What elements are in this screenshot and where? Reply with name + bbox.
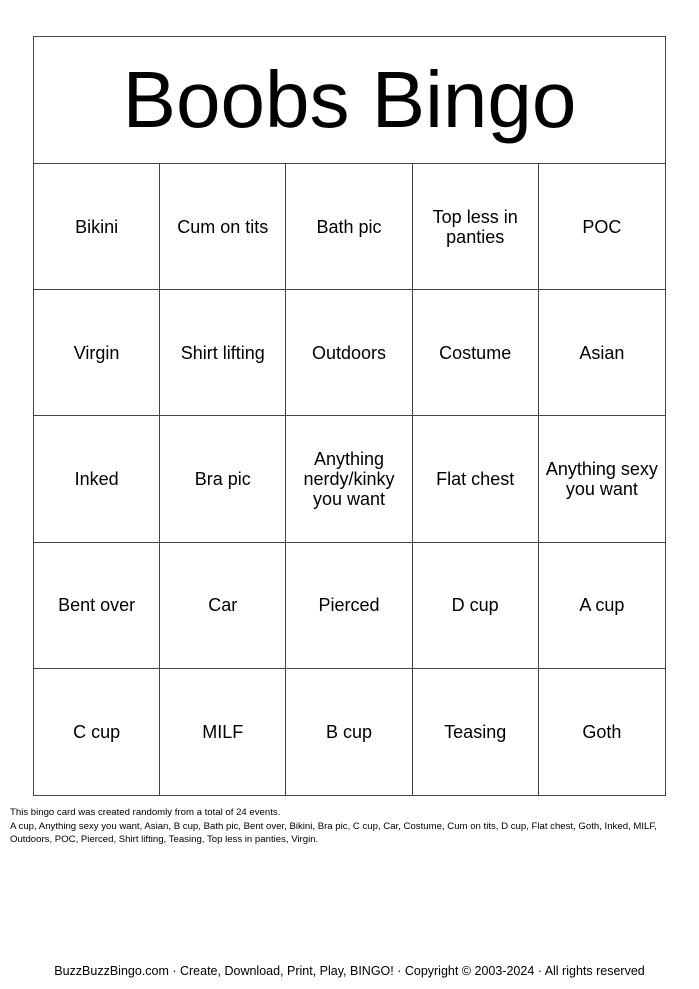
bingo-cell: Flat chest	[413, 416, 539, 542]
bingo-cell: Inked	[34, 416, 160, 542]
bingo-grid	[34, 164, 665, 795]
bingo-cell: Asian	[539, 290, 665, 416]
bingo-cell: Bikini	[34, 164, 160, 290]
card-title: Boobs Bingo	[122, 55, 577, 144]
bingo-cell: Shirt lifting	[160, 290, 286, 416]
site-footer: BuzzBuzzBingo.com · Create, Download, Print, Play, BINGO! · Copyright © 2003-2024 · All rights reserved	[54, 964, 645, 978]
bingo-cell: Outdoors	[286, 290, 412, 416]
bingo-cell: C cup	[34, 669, 160, 795]
bingo-cell: Car	[160, 543, 286, 669]
bingo-card	[33, 36, 666, 796]
bingo-cell: Cum on tits	[160, 164, 286, 290]
bingo-cell: A cup	[539, 543, 665, 669]
bingo-cell: B cup	[286, 669, 412, 795]
event-list: A cup, Anything sexy you want, Asian, B cup, Bath pic, Bent over, Bikini, Bra pic, C cup, Car, Costume, Cum on tits, D cup, Flat chest, Goth, Inked, MILF, Outdoors, POC, Pierced, Shirt lifting, Teasing, Top less in panties, Virgin.	[10, 820, 657, 845]
bingo-cell: Bra pic	[160, 416, 286, 542]
bingo-cell: D cup	[413, 543, 539, 669]
bingo-cell: Anything sexy you want	[539, 416, 665, 542]
bingo-cell: MILF	[160, 669, 286, 795]
bingo-cell: Goth	[582, 721, 622, 742]
bingo-cell: Bath pic	[286, 164, 412, 290]
bingo-cell: Anything nerdy/kinky you want	[286, 416, 412, 542]
info-summary: This bingo card was created randomly from a total of 24 events.	[10, 807, 281, 818]
bingo-cell: Costume	[413, 290, 539, 416]
title-row	[34, 37, 665, 164]
bingo-cell: Pierced	[286, 543, 412, 669]
bingo-cell: Teasing	[413, 669, 539, 795]
bingo-cell: Top less in panties	[413, 164, 539, 290]
bingo-cell: Bent over	[34, 543, 160, 669]
card-info	[10, 806, 680, 847]
bingo-cell: POC	[539, 164, 665, 290]
bingo-cell: Virgin	[34, 290, 160, 416]
